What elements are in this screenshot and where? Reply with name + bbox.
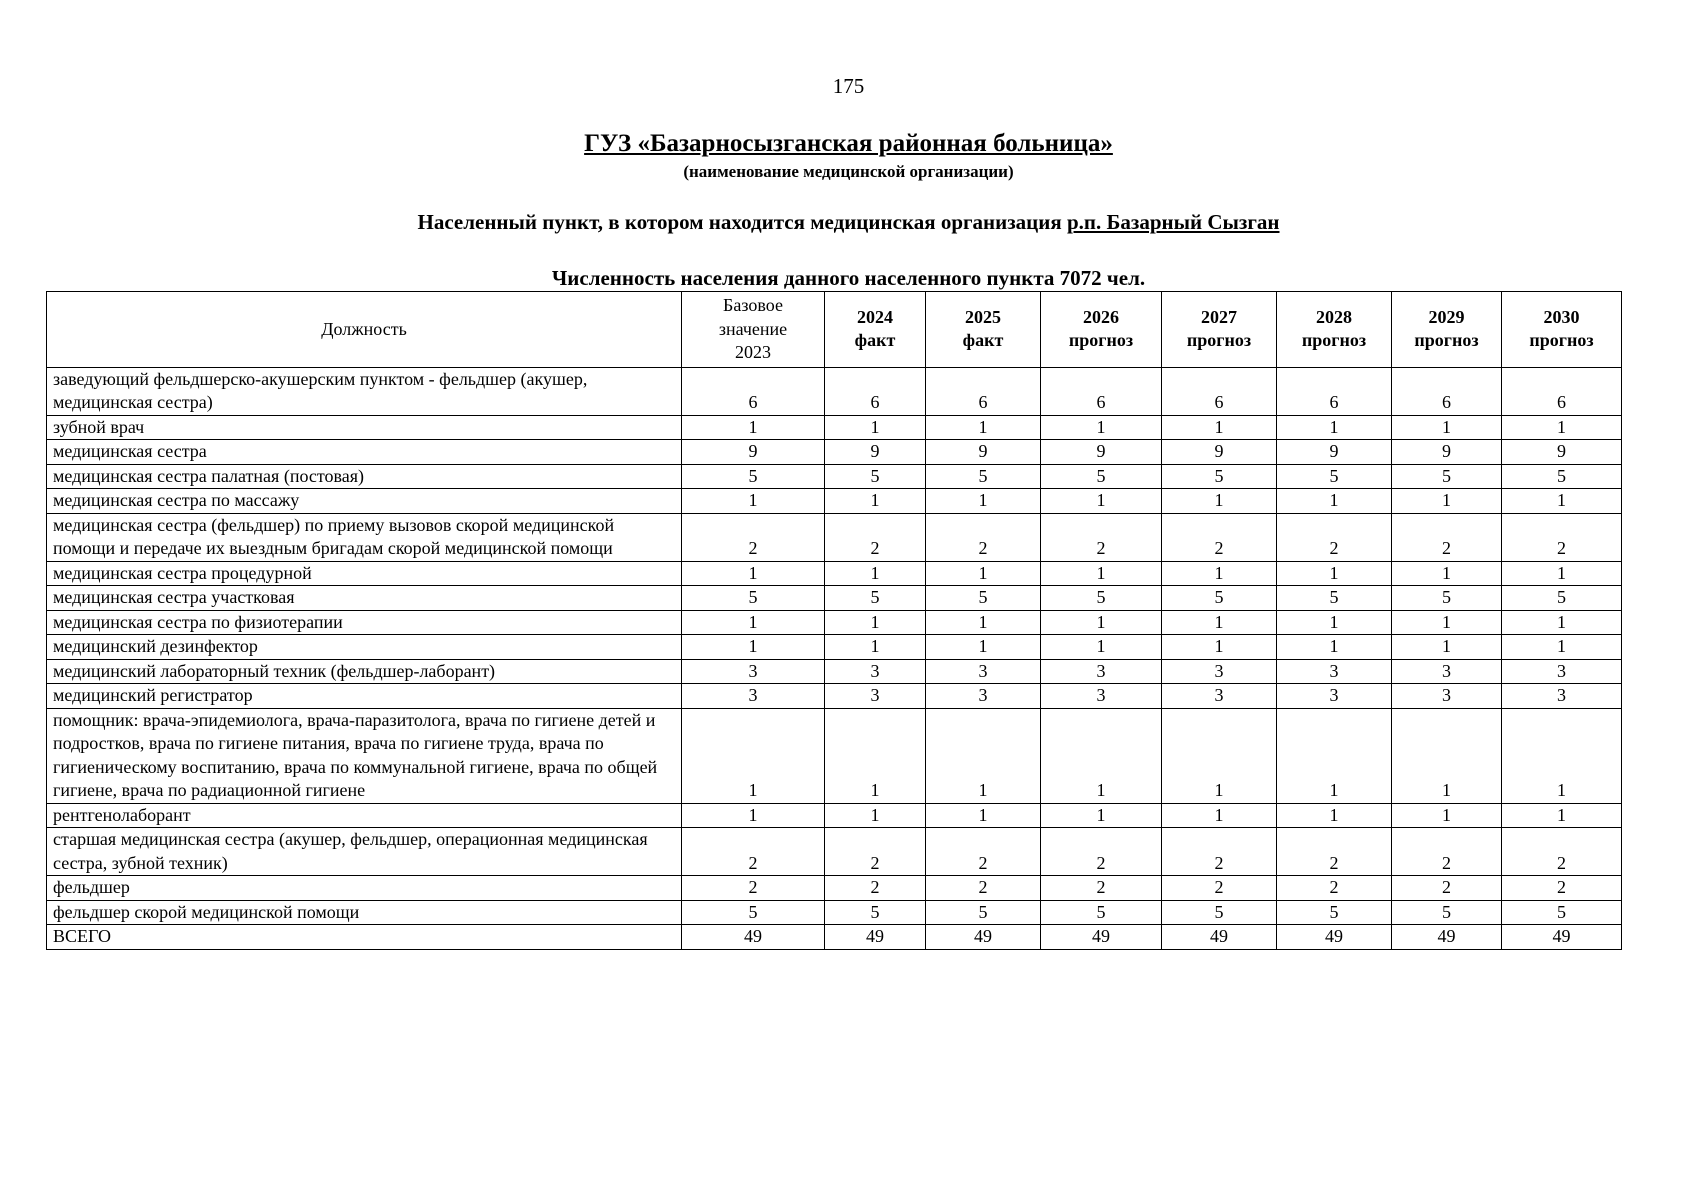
cell-value: 5 [1392,464,1502,489]
cell-value: 1 [1041,635,1162,660]
cell-value: 2 [1041,513,1162,561]
header-year: 2024 [857,306,893,327]
header-year: 2025 [965,306,1001,327]
cell-value: 2 [825,876,926,901]
cell-value: 1 [1502,635,1622,660]
table-header [47,292,1622,368]
cell-value: 1 [825,610,926,635]
header-year: 2026 [1083,306,1119,327]
table-row [47,659,1622,684]
cell-value: 49 [825,925,926,950]
cell-value: 5 [1162,586,1277,611]
cell-value: 2 [926,828,1041,876]
cell-value: 5 [682,900,825,925]
organization-name: ГУЗ «Базарносызганская районная больница» [584,130,1113,157]
cell-position: медицинская сестра [47,440,682,465]
cell-position: фельдшер скорой медицинской помощи [47,900,682,925]
cell-value: 1 [1277,610,1392,635]
cell-value: 1 [1041,489,1162,514]
cell-value: 49 [1277,925,1392,950]
locality-label: Населенный пункт, в котором находится медицинская организация [417,210,1062,234]
cell-position: медицинская сестра процедурной [47,561,682,586]
cell-value: 1 [1502,610,1622,635]
cell-value: 1 [825,708,926,803]
cell-value: 5 [1277,900,1392,925]
cell-value: 5 [825,900,926,925]
table-row [47,440,1622,465]
table-row [47,513,1622,561]
table-row [47,415,1622,440]
cell-value: 5 [1502,464,1622,489]
staff-table [46,291,1622,950]
cell-value: 5 [926,464,1041,489]
cell-position: заведующий фельдшерско-акушерским пунктом - фельдшер (акушер, медицинская сестра) [47,367,682,415]
cell-value: 2 [825,828,926,876]
cell-value: 3 [926,659,1041,684]
cell-value: 2 [1162,828,1277,876]
header-year-2024 [825,292,926,368]
cell-value: 2 [682,513,825,561]
header-kind: факт [854,330,896,351]
header-kind: факт [962,330,1004,351]
cell-value: 2 [1502,828,1622,876]
cell-value: 3 [1041,684,1162,709]
cell-value: 9 [1502,440,1622,465]
cell-value: 49 [1162,925,1277,950]
cell-value: 6 [1041,367,1162,415]
cell-value: 1 [1392,561,1502,586]
table-row [47,803,1622,828]
cell-value: 2 [1041,876,1162,901]
cell-value: 3 [1162,684,1277,709]
cell-value: 9 [682,440,825,465]
cell-value: 1 [926,635,1041,660]
cell-value: 3 [682,684,825,709]
cell-position: фельдшер [47,876,682,901]
cell-value: 1 [682,561,825,586]
cell-value: 3 [926,684,1041,709]
population-line: Численность населения данного населенного пункта 7072 чел. [551,266,1146,290]
cell-value: 6 [1162,367,1277,415]
cell-value: 1 [926,561,1041,586]
cell-value: 6 [825,367,926,415]
cell-value: 9 [1162,440,1277,465]
cell-value: 2 [1162,513,1277,561]
cell-value: 3 [1502,659,1622,684]
cell-value: 3 [1041,659,1162,684]
cell-position: ВСЕГО [47,925,682,950]
cell-value: 1 [682,708,825,803]
cell-value: 2 [1392,513,1502,561]
cell-value: 1 [1162,803,1277,828]
cell-value: 1 [1041,708,1162,803]
header-year: 2028 [1316,306,1352,327]
cell-value: 5 [682,586,825,611]
cell-value: 5 [1162,464,1277,489]
cell-value: 3 [1277,684,1392,709]
cell-value: 1 [1502,708,1622,803]
header-kind: прогноз [1414,330,1479,351]
organization-title [0,130,1697,158]
cell-value: 1 [1162,489,1277,514]
cell-position: медицинский лабораторный техник (фельдшер-лаборант) [47,659,682,684]
header-position: Должность [47,292,682,368]
cell-value: 1 [682,610,825,635]
cell-value: 2 [825,513,926,561]
cell-value: 9 [1392,440,1502,465]
cell-value: 5 [1041,900,1162,925]
cell-value: 49 [1502,925,1622,950]
cell-value: 1 [1277,635,1392,660]
cell-value: 1 [1392,708,1502,803]
cell-value: 3 [1502,684,1622,709]
cell-position: зубной врач [47,415,682,440]
organization-caption: (наименование медицинской организации) [683,162,1014,181]
cell-value: 1 [1277,415,1392,440]
cell-value: 1 [1502,489,1622,514]
cell-value: 2 [1392,876,1502,901]
cell-position: рентгенолаборант [47,803,682,828]
cell-value: 1 [926,489,1041,514]
cell-value: 2 [1277,513,1392,561]
cell-value: 6 [1277,367,1392,415]
cell-value: 1 [1392,635,1502,660]
cell-value: 1 [1041,561,1162,586]
cell-value: 1 [1392,415,1502,440]
cell-value: 1 [1162,610,1277,635]
cell-value: 1 [926,803,1041,828]
table-row [47,586,1622,611]
cell-value: 1 [926,708,1041,803]
cell-value: 1 [1502,415,1622,440]
cell-value: 6 [1392,367,1502,415]
cell-value: 1 [1162,708,1277,803]
cell-value: 3 [1392,684,1502,709]
cell-value: 5 [1502,900,1622,925]
cell-value: 1 [825,803,926,828]
cell-value: 3 [825,659,926,684]
cell-position: медицинская сестра (фельдшер) по приему вызовов скорой медицинской помощи и передаче их выездным бригадам скорой медицинской помощи [47,513,682,561]
cell-value: 9 [926,440,1041,465]
cell-value: 2 [1392,828,1502,876]
cell-value: 1 [682,489,825,514]
cell-value: 1 [926,415,1041,440]
table-row [47,561,1622,586]
header-year: 2029 [1428,306,1465,327]
cell-value: 9 [825,440,926,465]
table-row [47,876,1622,901]
header-kind: прогноз [1186,330,1252,351]
cell-value: 2 [682,828,825,876]
cell-value: 1 [682,415,825,440]
cell-value: 3 [825,684,926,709]
header-year-2029 [1392,292,1502,368]
cell-value: 2 [1041,828,1162,876]
cell-value: 1 [825,561,926,586]
cell-value: 6 [926,367,1041,415]
cell-position: медицинская сестра по физиотерапии [47,610,682,635]
cell-value: 1 [1041,415,1162,440]
header-base [682,292,825,368]
cell-value: 9 [1277,440,1392,465]
cell-value: 5 [1277,464,1392,489]
cell-position: медицинская сестра палатная (постовая) [47,464,682,489]
cell-value: 2 [682,876,825,901]
cell-value: 1 [1502,803,1622,828]
cell-value: 1 [682,635,825,660]
table-row [47,610,1622,635]
cell-value: 1 [1392,803,1502,828]
cell-value: 1 [1277,708,1392,803]
header-kind: прогноз [1529,330,1594,351]
cell-value: 3 [682,659,825,684]
cell-position: медицинская сестра участковая [47,586,682,611]
header-year-2030 [1502,292,1622,368]
cell-position: старшая медицинская сестра (акушер, фельдшер, операционная медицинская сестра, зубной техник) [47,828,682,876]
table-row [47,635,1622,660]
cell-value: 49 [1392,925,1502,950]
locality-name: р.п. Базарный Сызган [1066,210,1280,234]
cell-value: 6 [682,367,825,415]
cell-value: 1 [1277,561,1392,586]
cell-value: 1 [1041,803,1162,828]
cell-value: 49 [1041,925,1162,950]
cell-value: 5 [926,900,1041,925]
cell-value: 3 [1277,659,1392,684]
table-row [47,367,1622,415]
table-row [47,900,1622,925]
header-year-2027 [1162,292,1277,368]
cell-value: 9 [1041,440,1162,465]
cell-value: 3 [1162,659,1277,684]
cell-value: 1 [1162,561,1277,586]
cell-value: 1 [1277,489,1392,514]
cell-value: 6 [1502,367,1622,415]
cell-position: медицинская сестра по массажу [47,489,682,514]
header-kind: прогноз [1301,330,1367,351]
locality-line [0,210,1697,235]
cell-value: 1 [1502,561,1622,586]
cell-value: 1 [1392,489,1502,514]
table-row [47,925,1622,950]
cell-value: 1 [825,635,926,660]
cell-value: 2 [1277,876,1392,901]
cell-value: 5 [1392,900,1502,925]
table-row [47,684,1622,709]
cell-value: 5 [1502,586,1622,611]
header-year: 2030 [1543,306,1580,327]
header-year-2026 [1041,292,1162,368]
header-base-line: 2023 [735,342,771,362]
header-year-2028 [1277,292,1392,368]
cell-value: 1 [1162,635,1277,660]
cell-value: 1 [1277,803,1392,828]
header-year-2025 [926,292,1041,368]
cell-value: 5 [1041,464,1162,489]
cell-value: 1 [1041,610,1162,635]
cell-value: 1 [926,610,1041,635]
cell-value: 5 [1277,586,1392,611]
header-base-line: Базовое [723,295,783,315]
table-row [47,828,1622,876]
table-row [47,708,1622,803]
cell-value: 2 [926,876,1041,901]
cell-value: 2 [1162,876,1277,901]
cell-value: 5 [926,586,1041,611]
cell-value: 1 [1162,415,1277,440]
cell-value: 49 [926,925,1041,950]
header-base-line: значение [718,318,788,339]
cell-value: 2 [1277,828,1392,876]
cell-value: 5 [825,464,926,489]
cell-value: 2 [1502,513,1622,561]
cell-value: 5 [1041,586,1162,611]
cell-position: медицинский дезинфектор [47,635,682,660]
cell-value: 3 [1392,659,1502,684]
cell-value: 49 [682,925,825,950]
cell-value: 2 [926,513,1041,561]
cell-position: медицинский регистратор [47,684,682,709]
cell-value: 1 [1392,610,1502,635]
cell-value: 2 [1502,876,1622,901]
table-row [47,464,1622,489]
header-year: 2027 [1201,306,1237,327]
cell-value: 1 [825,489,926,514]
table-body [47,367,1622,949]
cell-value: 5 [682,464,825,489]
table-row [47,489,1622,514]
cell-value: 5 [1162,900,1277,925]
header-kind: прогноз [1068,330,1134,351]
page-number: 175 [832,74,865,98]
cell-value: 1 [825,415,926,440]
cell-position: помощник: врача-эпидемиолога, врача-паразитолога, врача по гигиене детей и подростков, врача по гигиене питания, врача по гигиене труда, врача по гигиеническому воспитанию, врача по коммунальной гигиене, врача по общей гигиене, врача по радиационной гигиене [47,708,682,803]
cell-value: 1 [682,803,825,828]
cell-value: 5 [825,586,926,611]
cell-value: 5 [1392,586,1502,611]
